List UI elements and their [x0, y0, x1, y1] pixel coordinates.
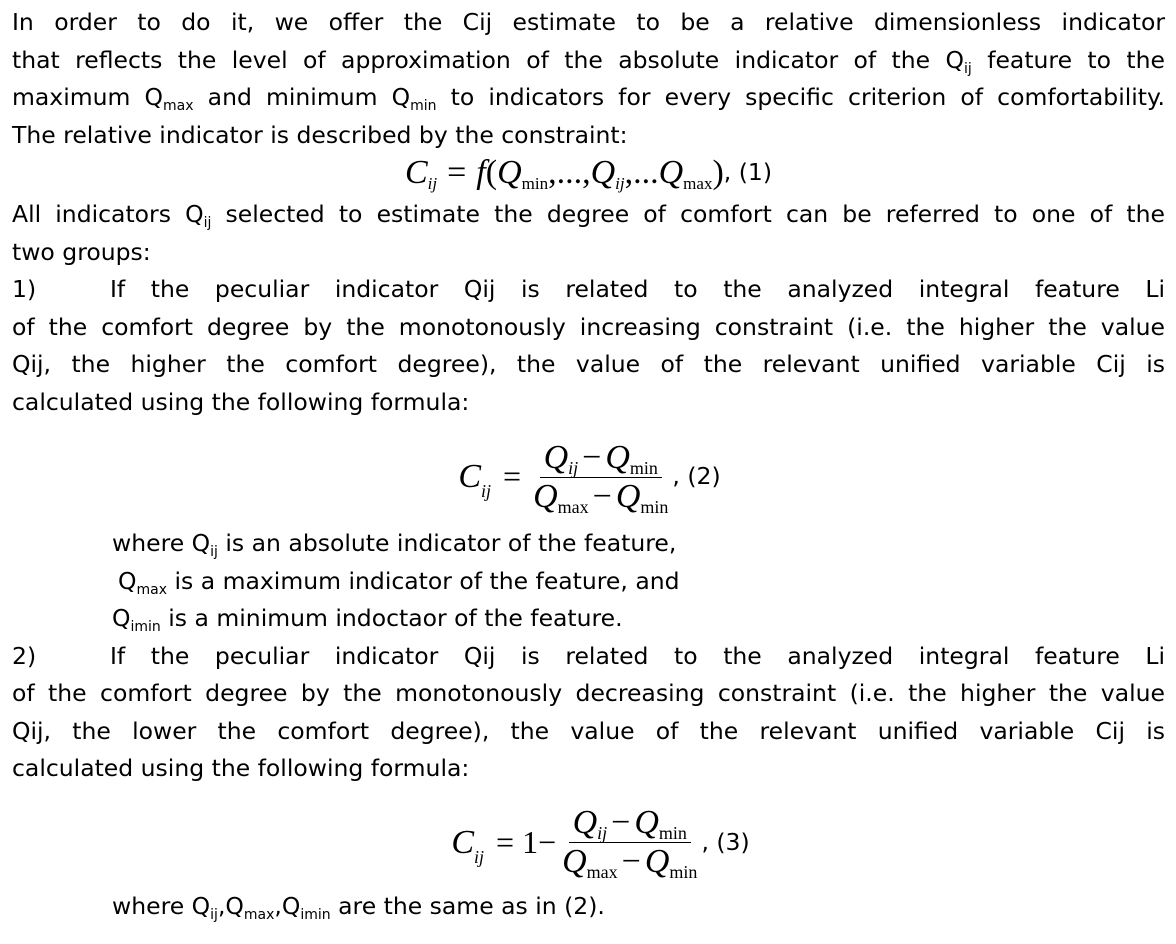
- para1-line4: The relative indicator is described by the constraint:: [12, 120, 628, 149]
- where1-line2: $Q_{max}$ is a maximum indicator of the feature, and: [118, 566, 680, 598]
- item2-line3: Qij, the lower the comfort degree), the value of the relevant unified variable Cij is: [12, 716, 1165, 745]
- item1-number: 1): [12, 275, 37, 303]
- para2-line2: two groups:: [12, 237, 151, 266]
- item1-line3: Qij, the higher the comfort degree), the value of the relevant unified variable Cij is: [12, 350, 1165, 378]
- item1-line2: of the comfort degree by the monotonously increasing constraint (i.e. the higher the value: [12, 312, 1165, 341]
- document-page: [12, 4, 1165, 925]
- para1-line2: that reflects the level of approximation of the absolute indicator of the $Q_{ij}$ feature to the: [12, 45, 1165, 77]
- item1-line1: 1) If the peculiar indicator Qij is related to the analyzed integral feature Li: [12, 271, 1165, 309]
- equation-1: $C_{ij}$ = $f(Q_{min},...,Q_{ij},...Q_{max})$ , (1): [404, 154, 773, 194]
- para1-line3: maximum $Q_{max}$ and minimum $Q_{min}$ to indicators for every specific criterion of comfortability.: [12, 83, 1166, 114]
- equation-1-label: , (1): [723, 158, 773, 187]
- item1-line4: calculated using the following formula:: [12, 387, 470, 416]
- item2-number: 2): [12, 641, 37, 670]
- equation-3-label: , (3): [701, 827, 750, 856]
- equation-3: $C_{ij}$ = 1− $\frac{Q_{ij} - Q_{min}}{Q_{max} - Q_{min}}$ , (3): [451, 804, 750, 882]
- item2-line2: of the comfort degree by the monotonously decreasing constraint (i.e. the higher the value: [12, 679, 1165, 707]
- para1-line1: In order to do it, we offer the Cij estimate to be a relative dimensionless indicator: [12, 8, 1165, 36]
- equation-2: $C_{ij}$ = $\frac{Q_{ij} - Q_{min}}{Q_{max} - Q_{min}}$ , (2): [458, 438, 721, 517]
- where2-line1: where $Q_{ij},Q_{max},Q_{imin}$ are the same as in (2).: [112, 891, 605, 923]
- item2-line1: 2) If the peculiar indicator Qij is related to the analyzed integral feature Li: [12, 638, 1165, 676]
- where1-line3: $Q_{imin}$ is a minimum indoctaor of the feature.: [112, 604, 623, 635]
- equation-2-label: , (2): [672, 462, 721, 491]
- item2-line4: calculated using the following formula:: [12, 754, 470, 782]
- where1-line1: where $Q_{ij}$ is an absolute indicator of the feature,: [112, 529, 677, 560]
- para2-line1: All indicators $Q_{ij}$ selected to estimate the degree of comfort can be referred to one of the: [12, 200, 1165, 231]
